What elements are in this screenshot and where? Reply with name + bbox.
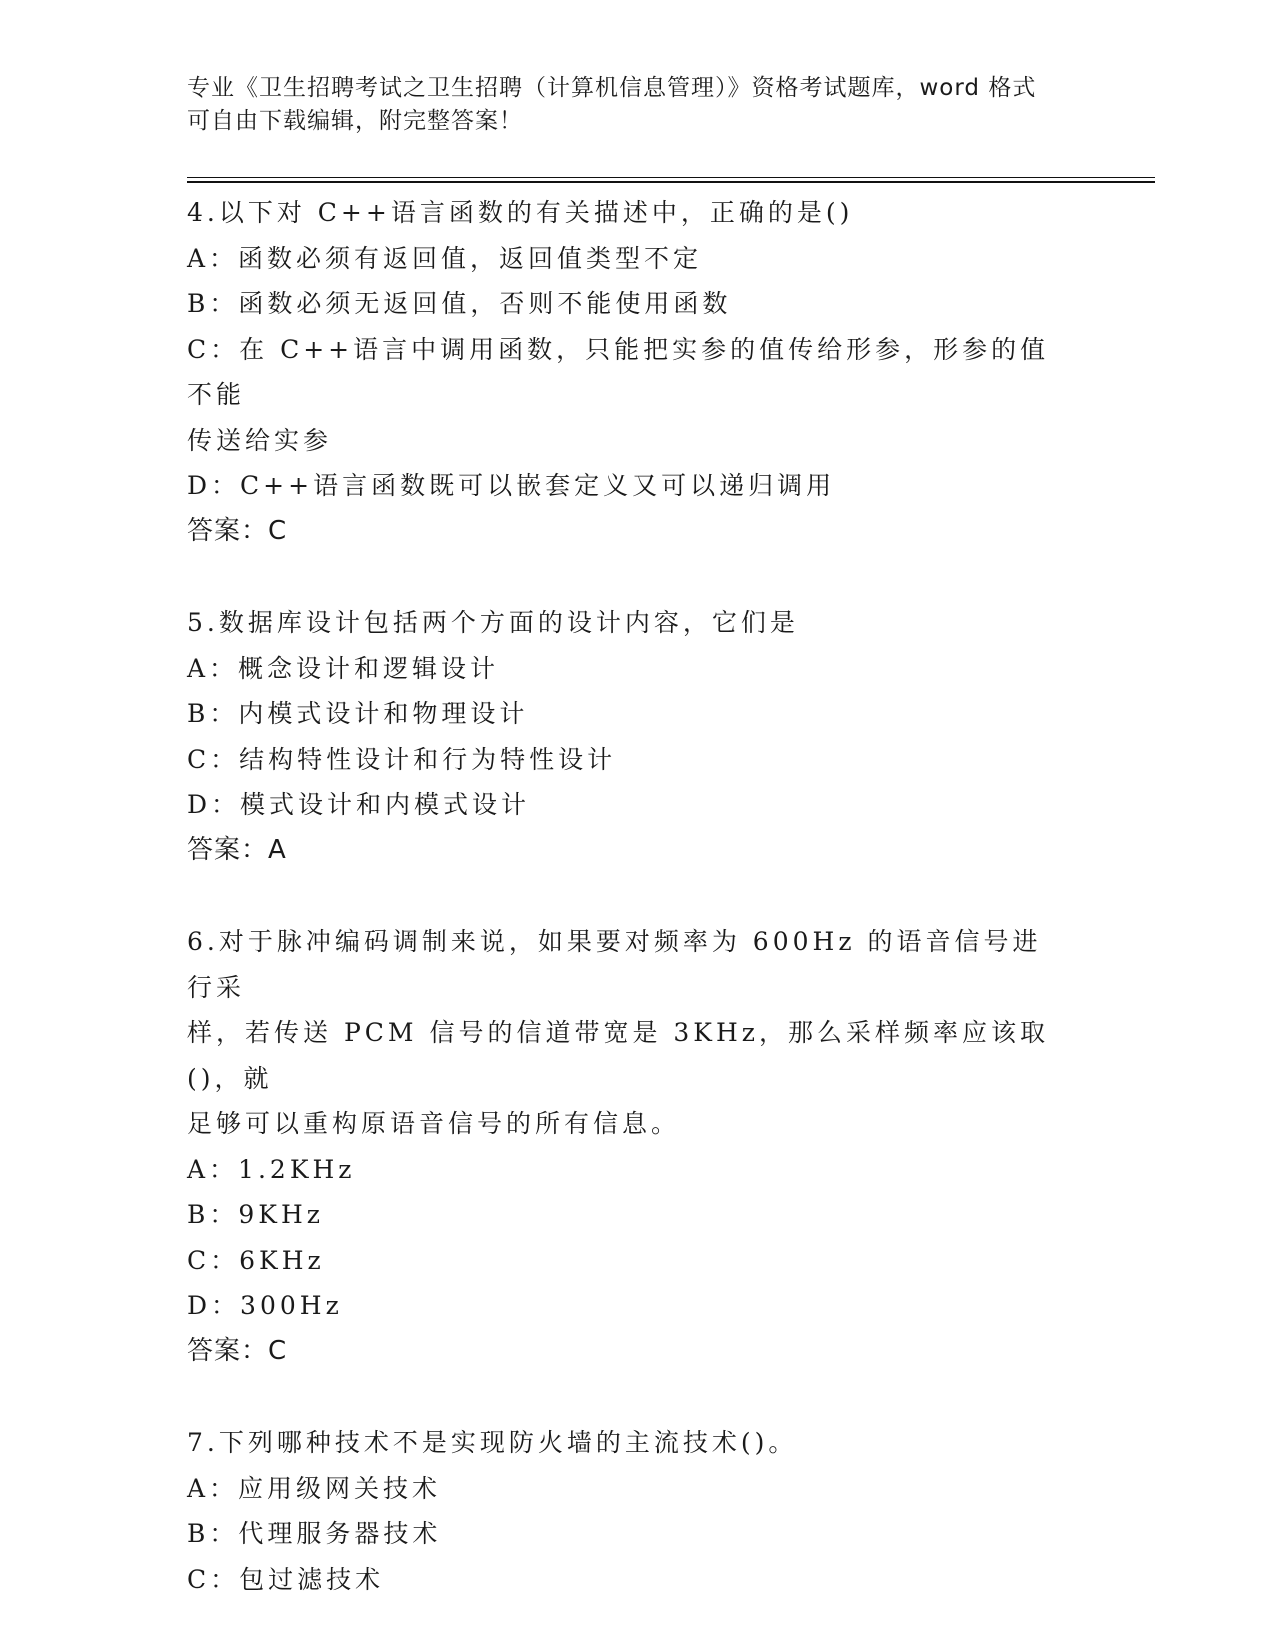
- answer-option-line: C：结构特性设计和行为特性设计: [187, 744, 617, 774]
- question-block: [187, 190, 1067, 554]
- question-stem-line: 4.以下对 C++语言函数的有关描述中，正确的是(): [187, 198, 854, 227]
- answer-option-line: B：内模式设计和物理设计: [187, 699, 529, 728]
- question-stem-line: 样，若传送 PCM 信号的信道带宽是 3KHz，那么采样频率应该取()，就: [187, 1018, 1049, 1093]
- answer-option-line: A：1.2KHz: [187, 1154, 356, 1184]
- question-stem-line: 足够可以重构原语音信号的所有信息。: [187, 1109, 681, 1138]
- question-stem-line: 5.数据库设计包括两个方面的设计内容，它们是: [187, 608, 799, 637]
- answer-option-line: A：概念设计和逻辑设计: [187, 653, 500, 683]
- header-line-1: 专业《卫生招聘考试之卫生招聘（计算机信息管理）》资格考试题库，word 格式: [187, 75, 1037, 101]
- header-divider-thin: [187, 177, 1155, 178]
- answer-option-line: 传送给实参: [187, 425, 333, 455]
- question-block: [187, 600, 1067, 873]
- answer-option-line: B：9KHz: [187, 1200, 324, 1229]
- answer-option-line: B：代理服务器技术: [187, 1519, 442, 1548]
- answer-option-line: A：应用级网关技术: [187, 1473, 442, 1503]
- answer-key: 答案：C: [187, 1335, 288, 1366]
- question-block: [187, 1420, 1067, 1602]
- answer-option-line: D：300Hz: [187, 1291, 343, 1320]
- question-list: [187, 190, 1067, 1648]
- question-stem-line: 6.对于脉冲编码调制来说，如果要对频率为 600Hz 的语音信号进行采: [187, 927, 1042, 1002]
- answer-option-line: D：C++语言函数既可以嵌套定义又可以递归调用: [187, 471, 836, 500]
- question-block: [187, 919, 1067, 1374]
- answer-option-line: B：函数必须无返回值，否则不能使用函数: [187, 289, 732, 318]
- answer-option-line: C：包过滤技术: [187, 1564, 385, 1594]
- answer-option-line: D：模式设计和内模式设计: [187, 790, 531, 819]
- answer-option-line: A：函数必须有返回值，返回值类型不定: [187, 243, 703, 273]
- question-stem-line: 7.下列哪种技术不是实现防火墙的主流技术()。: [187, 1428, 798, 1457]
- answer-option-line: C：6KHz: [187, 1245, 325, 1275]
- answer-option-line: C：在 C++语言中调用函数，只能把实参的值传给形参，形参的值不能: [187, 334, 1050, 409]
- answer-key: 答案：C: [187, 515, 288, 546]
- answer-key: 答案：A: [187, 834, 287, 865]
- header-divider-thick: [187, 181, 1155, 183]
- header-line-2: 可自由下载编辑，附完整答案！: [187, 108, 523, 134]
- document-header: [187, 72, 1067, 138]
